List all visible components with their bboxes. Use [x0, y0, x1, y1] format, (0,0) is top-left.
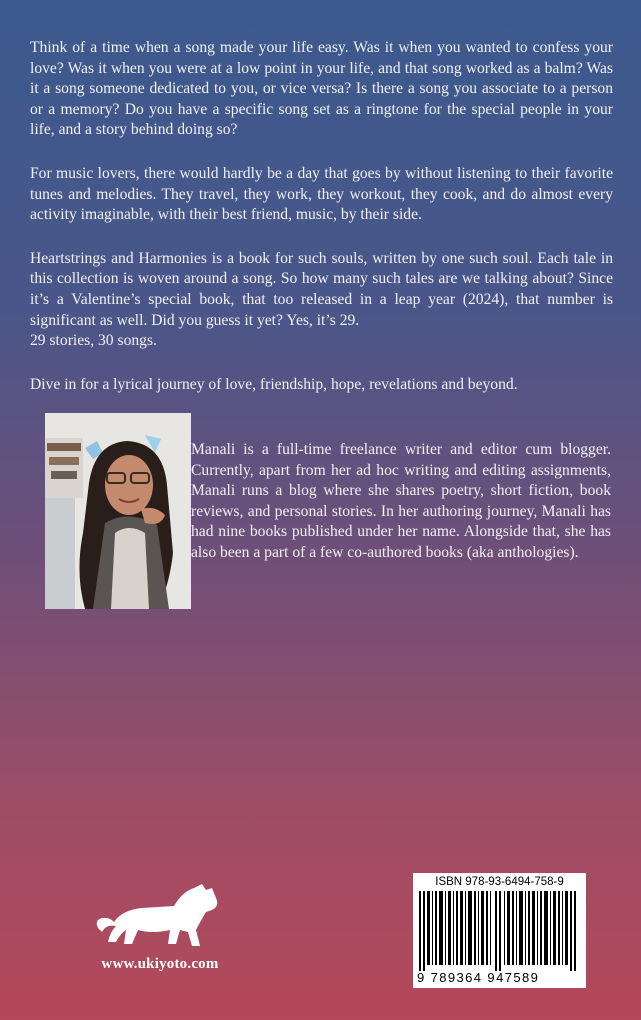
blurb-paragraph-3-text: Heartstrings and Harmonies is a book for such souls, written by one such soul. Each tale in this collection is woven around a song. So how many such tales are we talking about? Since it’s a Valentine’s special book, that too released in a leap year (2024), that number is significant as well. Did you guess it yet? Yes, it’s 29.	[30, 249, 613, 329]
blurb-paragraph-3	[30, 249, 613, 331]
barcode-bars	[419, 891, 580, 971]
author-bio: Manali is a full-time freelance writer and editor cum blogger. Currently, apart from her ad hoc writing and editing assignments, Manali runs a blog where she shares poetry, short fiction, book reviews, and personal stories. In her authoring journey, Manali has had nine books published under her name. Alongside that, she has also been a part of a few co-authored books (aka anthologies).	[191, 441, 611, 561]
author-photo	[45, 413, 191, 609]
back-cover-blurb	[30, 38, 613, 418]
barcode	[413, 873, 586, 988]
blurb-paragraph-3b: 29 stories, 30 songs.	[30, 332, 157, 350]
blurb-paragraph-4: Dive in for a lyrical journey of love, friendship, hope, revelations and beyond.	[30, 375, 518, 393]
publisher-url[interactable]: www.ukiyoto.com	[101, 956, 219, 972]
tiger-icon	[92, 880, 232, 952]
blurb-paragraph-1: Think of a time when a song made your life easy. Was it when you wanted to confess your love? Was it when you were at a low point in your life, and that song worked as a balm? Was it a song someone dedicated to you, or vice versa? Is there a song you associate to a person or a memory? Do you have a specific song set as a ringtone for the special people in your life, and a story behind doing so?	[30, 39, 613, 139]
isbn-label: ISBN 978-93-6494-758-9	[435, 876, 564, 888]
publisher-logo	[70, 880, 250, 975]
blurb-paragraph-2: For music lovers, there would hardly be a day that goes by without listening to their favorite tunes and melodies. They travel, they work, they workout, they cook, and do almost every activity imaginable, with their best friend, music, by their side.	[30, 164, 613, 224]
barcode-digits: 9 789364 947589	[417, 970, 540, 985]
